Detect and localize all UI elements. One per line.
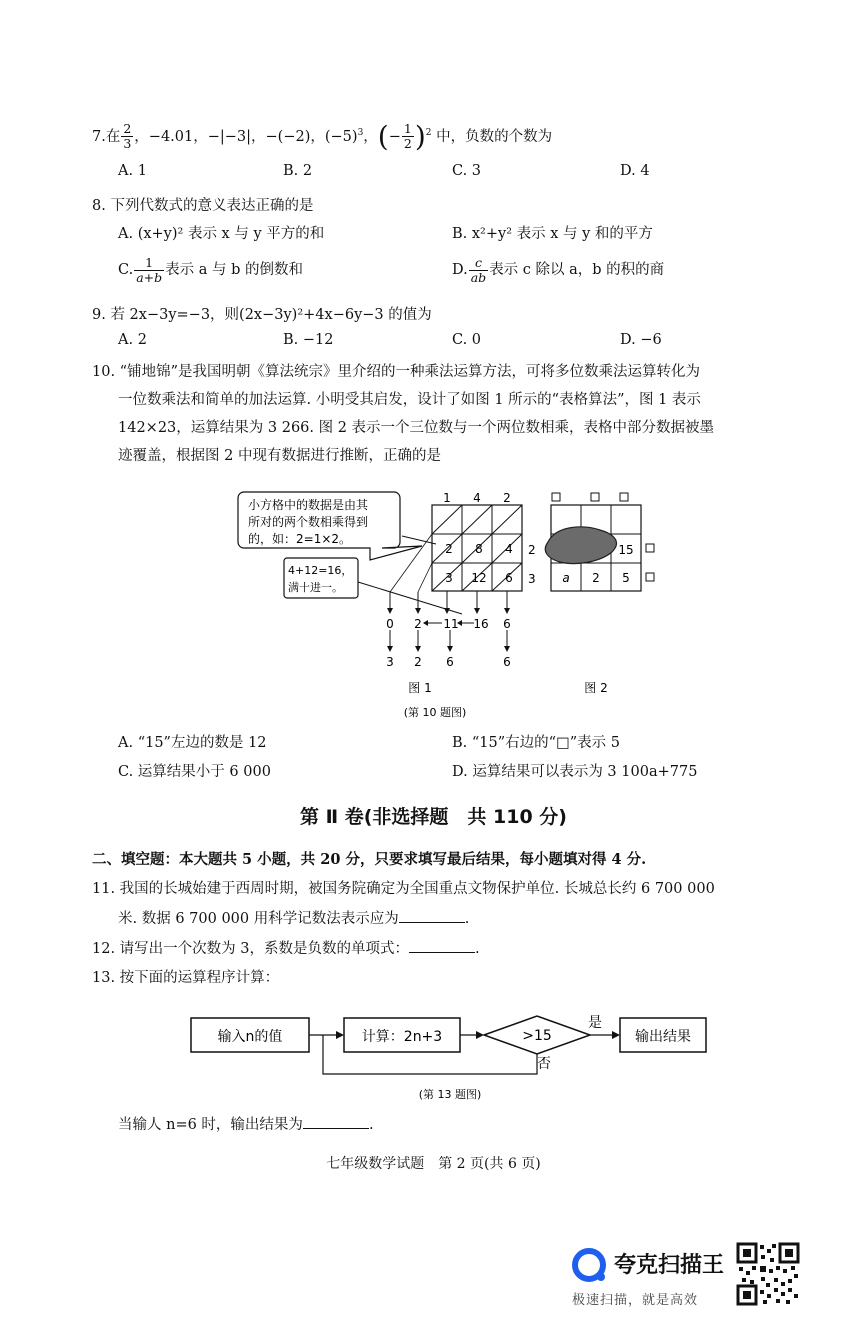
q7-option-b: B. 2 (283, 163, 313, 179)
q11-answer-blank[interactable] (399, 908, 465, 923)
fig1-cell-r1c2: 8 (475, 542, 483, 556)
fig1-sum-0: 0 (386, 617, 394, 631)
q8-d-label: D. (452, 262, 468, 278)
fig2-cell-a: a (562, 571, 570, 585)
quark-logo-icon (572, 1248, 608, 1284)
flow-yes-label: 是 (588, 1015, 602, 1031)
q7-paren-open: ( (377, 119, 389, 153)
fig1-right-digit-2: 3 (528, 572, 536, 586)
flow-arrow-1 (336, 1031, 344, 1039)
section-2-instructions: 二、填空题：本大题共 5 小题，共 20 分，只要求填写最后结果，每小题填对得 4 分. (92, 851, 647, 868)
q10-stem-line-4: 迹覆盖，根据图 2 中现有数据进行推断，正确的是 (118, 448, 441, 464)
q7-frac2-denominator: 2 (403, 136, 412, 152)
q7-comma: ， (363, 128, 378, 145)
q9-stem: 9. 若 2x−3y=−3，则(2x−3y)²+4x−6y−3 的值为 (92, 307, 432, 323)
q8-c-numerator: 1 (134, 256, 164, 271)
watermark-brand: 夸克扫描王 (614, 1253, 725, 1278)
q8-option-a: A. (x+y)² 表示 x 与 y 平方的和 (118, 226, 325, 242)
figure-13-caption: (第 13 题图) (418, 1088, 482, 1101)
fig1-cell-r2c1: 3 (445, 571, 453, 585)
q7-option-a: A. 1 (118, 163, 147, 179)
q7-fraction-2 (402, 122, 414, 151)
callout-1-line-3: 的，如：2=1×2。 (248, 532, 352, 546)
fig1-cell-r1c3: 4 (505, 542, 513, 556)
flow-calc-label: 计算：2n+3 (361, 1029, 443, 1045)
q7-frac2-numerator: 1 (403, 121, 412, 137)
q13-ask-text: 当输人 n=6 时，输出结果为 (118, 1117, 303, 1133)
q11-line-2 (118, 907, 469, 928)
fig1-sum-2: 11 (443, 617, 459, 631)
q7-exponent-3: 3 (357, 128, 364, 138)
flow-input-label: 输入n的值 (217, 1029, 283, 1045)
ink-blot (545, 527, 616, 564)
q7-frac2-sign: − (388, 128, 401, 145)
q9-option-b: B. −12 (283, 332, 334, 348)
q13-answer-blank[interactable] (303, 1114, 369, 1129)
fig1-cell-r1c1: 2 (445, 542, 453, 556)
fig1-top-digit-1: 1 (443, 491, 451, 505)
q7-exponent-2: 2 (425, 128, 432, 138)
q11-end: . (464, 911, 470, 927)
q7-text-pre: 在 (105, 128, 121, 145)
q8-option-b: B. x²+y² 表示 x 与 y 和的平方 (452, 226, 653, 242)
q8-c-label: C. (118, 262, 134, 278)
q10-option-c: C. 运算结果小于 6 000 (118, 764, 271, 780)
q8-option-c (118, 252, 303, 288)
q10-option-a: A. “15”左边的数是 12 (118, 735, 267, 751)
fig2-label: 图 2 (584, 681, 608, 695)
callout-2-line-1: 4+12=16， (288, 564, 353, 577)
q10-option-d: D. 运算结果可以表示为 3 100a+775 (452, 764, 698, 780)
flow-no-label: 否 (537, 1056, 551, 1072)
q10-option-b: B. “15”右边的“□”表示 5 (452, 735, 621, 751)
fig1-result-digit-2: 2 (414, 655, 422, 669)
flow-output-label: 输出结果 (635, 1029, 691, 1045)
q13-question (118, 1113, 374, 1134)
fig2-cell-15: 15 (618, 543, 634, 557)
flow-decision-label: >15 (522, 1028, 552, 1044)
q8-c-denominator: a+b (136, 269, 163, 285)
fig1-sum-3: 16 (473, 617, 489, 631)
q10-stem-line-1: 10. “铺地锦”是我国明朝《算法统宗》里介绍的一种乘法运算方法，可将多位数乘法运算转化为 (92, 364, 700, 380)
callout-2-line-2: 满十进一。 (288, 581, 343, 594)
fig1-label: 图 1 (408, 681, 432, 695)
callout-1-line-2: 所对的两个数相乘得到 (248, 515, 369, 529)
q8-d-text: 表示 c 除以 a，b 的积的商 (489, 262, 665, 278)
fig1-result-digit-1: 3 (386, 655, 394, 669)
q10-stem-line-3: 142×23，运算结果为 3 266. 图 2 表示一个三位数与一个两位数相乘，表格中部分数据被墨 (118, 420, 715, 436)
q8-option-d (452, 252, 664, 288)
q11-line-1: 11. 我国的长城始建于西周时期，被国务院确定为全国重点文物保护单位. 长城总长约 6 700 000 (92, 881, 715, 897)
q8-stem: 8. 下列代数式的意义表达正确的是 (92, 198, 314, 214)
fig1-sum-4: 6 (503, 617, 511, 631)
q7-option-c: C. 3 (452, 163, 482, 179)
q7-option-d: D. 4 (620, 163, 650, 179)
fig2-cell-5: 5 (622, 571, 630, 585)
q9-option-a: A. 2 (118, 332, 147, 348)
q8-c-fraction (134, 256, 164, 285)
q9-option-d: D. −6 (620, 332, 662, 348)
callout-1-line-1: 小方格中的数据是由其 (248, 498, 369, 512)
fig1-cell-r2c3: 6 (505, 571, 513, 585)
q12-end: . (475, 941, 480, 957)
q7-frac1-denominator: 3 (123, 136, 132, 152)
q7-frac1-numerator: 2 (123, 121, 132, 137)
q10-stem-line-2: 一位数乘法和简单的加法运算. 小明受其启发，设计了如图 1 所示的“表格算法”，图 1 表示 (118, 392, 701, 408)
page-footer: 七年级数学试题 第 2 页(共 6 页) (326, 1156, 541, 1172)
q7-fraction-1 (121, 122, 133, 151)
fig1-sum-1: 2 (414, 617, 422, 631)
watermark-slogan: 极速扫描，就是高效 (572, 1293, 699, 1308)
figure-10-caption: (第 10 题图) (403, 706, 467, 719)
q13-end: . (368, 1117, 374, 1133)
q7-paren-close: ) (414, 119, 426, 153)
q7-number: 7. (92, 128, 106, 145)
flow-arrow-yes (612, 1031, 620, 1039)
fig1-result-digit-3: 6 (446, 655, 454, 669)
callout-1-pointer (402, 536, 436, 544)
fig1-right-digit-1: 2 (528, 543, 536, 557)
q8-d-denominator: ab (470, 269, 487, 285)
qr-code-icon (736, 1242, 800, 1306)
q13-stem: 13. 按下面的运算程序计算： (92, 970, 280, 986)
q9-option-c: C. 0 (452, 332, 482, 348)
section-2-title: 第 Ⅱ 卷(非选择题 共 110 分) (299, 806, 567, 828)
q7-text-post: 中，负数的个数为 (436, 128, 553, 145)
figure-13-flowchart (185, 1008, 715, 1108)
q12-text: 12. 请写出一个次数为 3，系数是负数的单项式： (92, 941, 410, 957)
q12-line (92, 937, 480, 958)
fig1-cell-r2c2: 12 (471, 571, 487, 585)
figure-10 (230, 482, 670, 722)
q8-d-fraction (469, 256, 488, 285)
fig1-top-digit-3: 2 (503, 491, 511, 505)
fig1-top-digit-2: 4 (473, 491, 481, 505)
q11-line-2-text: 米. 数据 6 700 000 用科学记数法表示应为 (118, 911, 399, 927)
q8-c-text: 表示 a 与 b 的倒数和 (165, 262, 303, 278)
q8-d-numerator: c (469, 256, 488, 271)
fig1-result-digit-4: 6 (503, 655, 511, 669)
q7-stem (92, 113, 552, 153)
q7-list: ，−4.01，−|−3|，−(−2)，(−5) (134, 128, 358, 145)
fig2-cell-2: 2 (592, 571, 600, 585)
q12-answer-blank[interactable] (409, 938, 475, 953)
